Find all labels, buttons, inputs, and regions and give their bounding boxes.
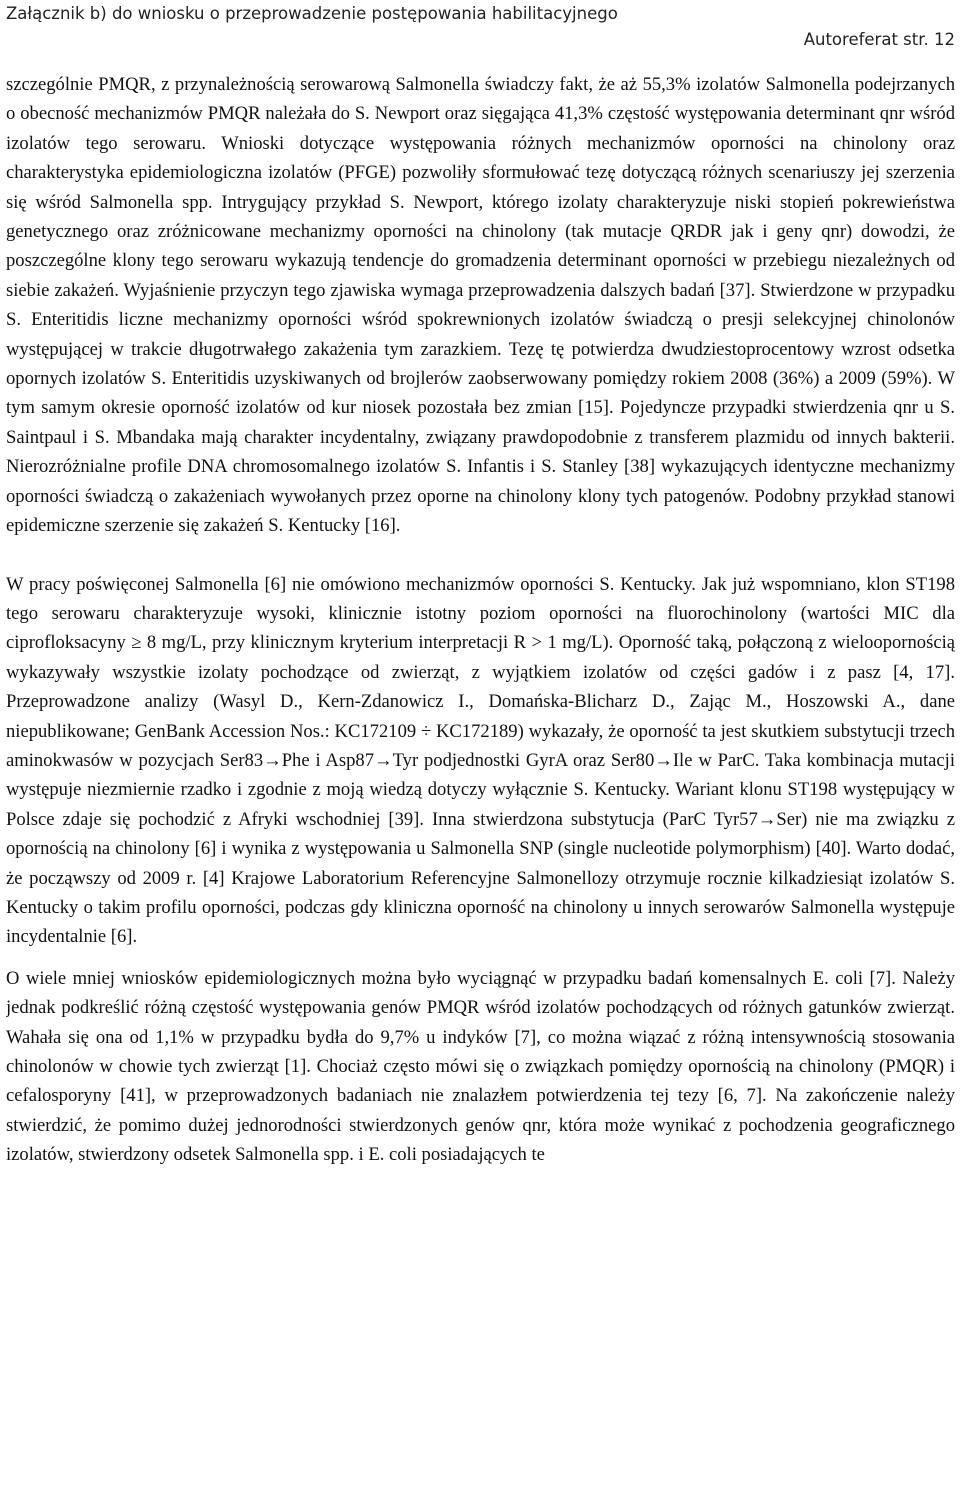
page-header	[6, 0, 955, 60]
paragraph-2: W pracy poświęconej Salmonella [6] nie omówiono mechanizmów oporności S. Kentucky. Jak już wspomniano, klon ST198 tego serowaru charakteryzuje wysoki, klinicznie istotny poziom oporności na fluorochinolony (wartości MIC dla ciprofloksacyny ≥ 8 mg/L, przy klinicznym kryterium interpretacji R > 1 mg/L). Oporność taką, połączoną z wieloopornością wykazywały wszystkie izolaty pochodzące od zwierząt, z wyjątkiem izolatów od części gadów i z pasz [4, 17]. Przeprowadzone analizy (Wasyl D., Kern-Zdanowicz I., Domańska-Blicharz D., Zając M., Hoszowski A., dane niepublikowane; GenBank Accession Nos.: KC172109 ÷ KC172189) wykazały, że oporność ta jest skutkiem substytucji trzech aminokwasów w pozycjach Ser83→Phe i Asp87→Tyr podjednostki GyrA oraz Ser80→Ile w ParC. Taka kombinacja mutacji występuje niezmiernie rzadko i zgodnie z moją wiedzą dotyczy wyłącznie S. Kentucky. Wariant klonu ST198 występujący w Polsce zdaje się pochodzić z Afryki wschodniej [39]. Inna stwierdzona substytucja (ParC Tyr57→Ser) nie ma związku z opornością na chinolony [6] i wynika z występowania u Salmonella SNP (single nucleotide polymorphism) [40]. Warto dodać, że począwszy od 2009 r. [4] Krajowe Laboratorium Referencyjne Salmonellozy otrzymuje rocznie kilkadziesiąt izolatów S. Kentucky o takim profilu oporności, podczas gdy kliniczna oporność na chinolony u innych serowarów Salmonella występuje incydentalnie [6].	[6, 573, 955, 948]
body-text	[6, 70, 955, 1170]
page-number-label: Autoreferat str. 12	[803, 30, 955, 49]
header-title: Załącznik b) do wniosku o przeprowadzenie postępowania habilitacyjnego	[6, 4, 618, 23]
paragraph-3: O wiele mniej wniosków epidemiologicznych można było wyciągnąć w przypadku badań komensalnych E. coli [7]. Należy jednak podkreślić różną częstość występowania genów PMQR wśród izolatów pochodzących od różnych gatunków zwierząt. Wahała się ona od 1,1% w przypadku bydła do 9,7% u indyków [7], co można wiązać z różną intensywnością stosowania chinolonów w chowie tych zwierząt [1]. Chociaż często mówi się o związkach pomiędzy opornością na chinolony (PMQR) i cefalosporyny [41], w przeprowadzonych badaniach nie znalazłem potwierdzenia tej tezy [6, 7]. Na zakończenie należy stwierdzić, że pomimo dużej jednorodności stwierdzonych genów qnr, która może wynikać z pochodzenia geograficznego izolatów, stwierdzony odsetek Salmonella spp. i E. coli posiadających te	[6, 967, 955, 1166]
paragraph-1: szczególnie PMQR, z przynależnością serowarową Salmonella świadczy fakt, że aż 55,3% izolatów Salmonella podejrzanych o obecność mechanizmów PMQR należała do S. Newport oraz sięgająca 41,3% częstość występowania determinant qnr wśród izolatów tego serowaru. Wnioski dotyczące występowania różnych mechanizmów oporności na chinolony oraz charakterystyka epidemiologiczna izolatów (PFGE) pozwoliły sformułować tezę dotyczącą różnych scenariuszy jej szerzenia się wśród Salmonella spp. Intrygujący przykład S. Newport, którego izolaty charakteryzuje niski stopień pokrewieństwa genetycznego oraz zróżnicowane mechanizmy oporności na chinolony (tak mutacje QRDR jak i geny qnr) dowodzi, że poszczególne klony tego serowaru wykazują tendencje do gromadzenia determinant oporności w przebiegu niezależnych od siebie zakażeń. Wyjaśnienie przyczyn tego zjawiska wymaga przeprowadzenia dalszych badań [37]. Stwierdzone w przypadku S. Enteritidis liczne mechanizmy oporności wśród spokrewnionych izolatów świadczą o presji selekcyjnej chinolonów występującej w trakcie długotrwałego zakażenia tym zarazkiem. Tezę tę potwierdza dwudziestoprocentowy wzrost odsetka opornych izolatów S. Enteritidis uzyskiwanych od brojlerów zaobserwowany pomiędzy rokiem 2008 (36%) a 2009 (59%). W tym samym okresie oporność izolatów od kur niosek pozostała bez zmian [15]. Pojedyncze przypadki stwierdzenia qnr u S. Saintpaul i S. Mbandaka mają charakter incydentalny, związany prawdopodobnie z transferem plazmidu od innych bakterii. Nierozróżnialne profile DNA chromosomalnego izolatów S. Infantis i S. Stanley [38] wykazujących identyczne mechanizmy oporności świadczą o zakażeniach wywołanych przez oporne na chinolony klony tych patogenów. Podobny przykład stanowi epidemiczne szerzenie się zakażeń S. Kentucky [16].	[6, 74, 955, 537]
document-page	[6, 0, 955, 1505]
